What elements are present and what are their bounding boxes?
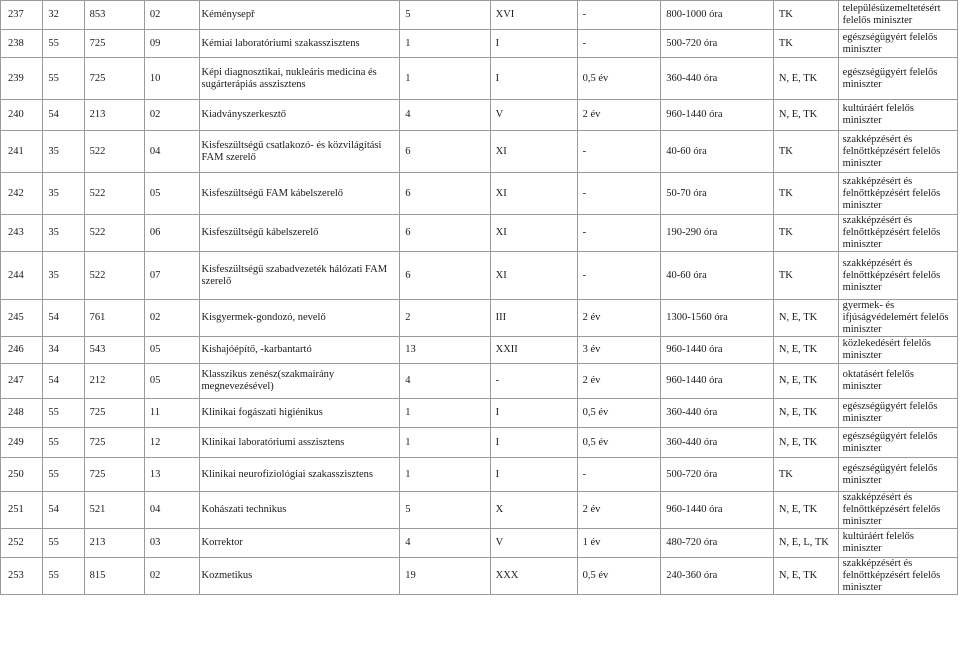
training-duration: 2 év bbox=[577, 100, 661, 131]
sector-number: 6 bbox=[400, 131, 490, 173]
training-form: TK bbox=[773, 173, 838, 215]
qualification-name: Képi diagnosztikai, nukleáris medicina és sugárterápiás asszisztens bbox=[199, 58, 400, 100]
training-duration: 0,5 év bbox=[577, 58, 661, 100]
training-duration: 0,5 év bbox=[577, 399, 661, 428]
training-duration: 2 év bbox=[577, 492, 661, 529]
sector-roman: III bbox=[490, 300, 577, 337]
sector-roman: V bbox=[490, 100, 577, 131]
code-part-1: 35 bbox=[43, 215, 84, 252]
qualification-name: Kisfeszültségű csatlakozó- és közvilágítási FAM szerelő bbox=[199, 131, 400, 173]
sector-roman: XI bbox=[490, 252, 577, 300]
table-row bbox=[1, 337, 958, 364]
responsible-minister: szakképzésért és felnőttképzésért felelős miniszter bbox=[838, 558, 957, 595]
code-part-1: 32 bbox=[43, 1, 84, 30]
code-part-3: 05 bbox=[144, 364, 199, 399]
qualification-name: Klinikai fogászati higiénikus bbox=[199, 399, 400, 428]
row-number: 237 bbox=[1, 1, 43, 30]
code-part-2: 521 bbox=[84, 492, 144, 529]
training-hours: 500-720 óra bbox=[661, 30, 774, 58]
training-duration: - bbox=[577, 1, 661, 30]
training-hours: 960-1440 óra bbox=[661, 337, 774, 364]
row-number: 247 bbox=[1, 364, 43, 399]
training-hours: 960-1440 óra bbox=[661, 492, 774, 529]
qualification-name: Kiadványszerkesztő bbox=[199, 100, 400, 131]
code-part-1: 55 bbox=[43, 399, 84, 428]
training-hours: 360-440 óra bbox=[661, 58, 774, 100]
code-part-1: 54 bbox=[43, 364, 84, 399]
code-part-2: 725 bbox=[84, 399, 144, 428]
table-row bbox=[1, 364, 958, 399]
code-part-3: 02 bbox=[144, 300, 199, 337]
sector-roman: I bbox=[490, 58, 577, 100]
code-part-3: 03 bbox=[144, 529, 199, 558]
sector-number: 19 bbox=[400, 558, 490, 595]
qualification-name: Kisgyermek-gondozó, nevelő bbox=[199, 300, 400, 337]
training-form: N, E, TK bbox=[773, 100, 838, 131]
code-part-1: 55 bbox=[43, 428, 84, 458]
code-part-3: 02 bbox=[144, 558, 199, 595]
sector-number: 13 bbox=[400, 337, 490, 364]
training-hours: 500-720 óra bbox=[661, 458, 774, 492]
sector-number: 1 bbox=[400, 428, 490, 458]
qualification-name: Kisfeszültségű szabadvezeték hálózati FAM szerelő bbox=[199, 252, 400, 300]
row-number: 244 bbox=[1, 252, 43, 300]
code-part-1: 54 bbox=[43, 300, 84, 337]
code-part-1: 55 bbox=[43, 58, 84, 100]
qualification-name: Kozmetikus bbox=[199, 558, 400, 595]
row-number: 239 bbox=[1, 58, 43, 100]
table-row bbox=[1, 458, 958, 492]
code-part-2: 522 bbox=[84, 215, 144, 252]
training-hours: 360-440 óra bbox=[661, 399, 774, 428]
training-form: N, E, TK bbox=[773, 337, 838, 364]
training-duration: - bbox=[577, 173, 661, 215]
table-row bbox=[1, 58, 958, 100]
code-part-3: 10 bbox=[144, 58, 199, 100]
row-number: 248 bbox=[1, 399, 43, 428]
code-part-2: 725 bbox=[84, 58, 144, 100]
training-hours: 40-60 óra bbox=[661, 131, 774, 173]
table-row bbox=[1, 131, 958, 173]
training-form: TK bbox=[773, 252, 838, 300]
training-duration: 2 év bbox=[577, 364, 661, 399]
training-hours: 240-360 óra bbox=[661, 558, 774, 595]
row-number: 250 bbox=[1, 458, 43, 492]
code-part-3: 04 bbox=[144, 131, 199, 173]
code-part-1: 55 bbox=[43, 458, 84, 492]
code-part-2: 522 bbox=[84, 173, 144, 215]
table-body bbox=[1, 1, 958, 595]
sector-roman: V bbox=[490, 529, 577, 558]
training-form: TK bbox=[773, 458, 838, 492]
row-number: 238 bbox=[1, 30, 43, 58]
code-part-2: 725 bbox=[84, 30, 144, 58]
qualification-name: Kéménysepř bbox=[199, 1, 400, 30]
code-part-2: 543 bbox=[84, 337, 144, 364]
code-part-2: 522 bbox=[84, 252, 144, 300]
code-part-1: 54 bbox=[43, 100, 84, 131]
training-hours: 1300-1560 óra bbox=[661, 300, 774, 337]
sector-number: 1 bbox=[400, 58, 490, 100]
training-form: N, E, TK bbox=[773, 428, 838, 458]
sector-roman: XI bbox=[490, 131, 577, 173]
training-hours: 480-720 óra bbox=[661, 529, 774, 558]
code-part-2: 522 bbox=[84, 131, 144, 173]
table-row bbox=[1, 30, 958, 58]
training-form: N, E, TK bbox=[773, 300, 838, 337]
training-duration: 0,5 év bbox=[577, 428, 661, 458]
code-part-2: 212 bbox=[84, 364, 144, 399]
responsible-minister: egészségügyért felelős miniszter bbox=[838, 30, 957, 58]
code-part-3: 07 bbox=[144, 252, 199, 300]
row-number: 241 bbox=[1, 131, 43, 173]
table-row bbox=[1, 558, 958, 595]
code-part-3: 04 bbox=[144, 492, 199, 529]
sector-number: 5 bbox=[400, 1, 490, 30]
qualification-name: Kémiai laboratóriumi szakasszisztens bbox=[199, 30, 400, 58]
training-form: N, E, TK bbox=[773, 558, 838, 595]
sector-number: 4 bbox=[400, 529, 490, 558]
sector-number: 1 bbox=[400, 399, 490, 428]
code-part-2: 213 bbox=[84, 100, 144, 131]
row-number: 240 bbox=[1, 100, 43, 131]
training-hours: 50-70 óra bbox=[661, 173, 774, 215]
code-part-3: 02 bbox=[144, 100, 199, 131]
training-hours: 800-1000 óra bbox=[661, 1, 774, 30]
sector-roman: I bbox=[490, 458, 577, 492]
sector-roman: - bbox=[490, 364, 577, 399]
code-part-1: 34 bbox=[43, 337, 84, 364]
code-part-2: 853 bbox=[84, 1, 144, 30]
table-row bbox=[1, 300, 958, 337]
training-duration: 3 év bbox=[577, 337, 661, 364]
responsible-minister: településüzemeltetésért felelős miniszter bbox=[838, 1, 957, 30]
table-row bbox=[1, 428, 958, 458]
responsible-minister: szakképzésért és felnőttképzésért felelős miniszter bbox=[838, 252, 957, 300]
code-part-2: 815 bbox=[84, 558, 144, 595]
table-row bbox=[1, 215, 958, 252]
sector-roman: I bbox=[490, 399, 577, 428]
sector-number: 4 bbox=[400, 100, 490, 131]
responsible-minister: oktatásért felelős miniszter bbox=[838, 364, 957, 399]
sector-number: 5 bbox=[400, 492, 490, 529]
table-row bbox=[1, 1, 958, 30]
code-part-1: 55 bbox=[43, 529, 84, 558]
row-number: 245 bbox=[1, 300, 43, 337]
code-part-1: 35 bbox=[43, 173, 84, 215]
training-form: TK bbox=[773, 131, 838, 173]
training-form: N, E, L, TK bbox=[773, 529, 838, 558]
code-part-3: 11 bbox=[144, 399, 199, 428]
row-number: 246 bbox=[1, 337, 43, 364]
qualification-name: Kisfeszültségű kábelszerelő bbox=[199, 215, 400, 252]
qualification-name: Klinikai neurofiziológiai szakasszisztens bbox=[199, 458, 400, 492]
code-part-1: 55 bbox=[43, 558, 84, 595]
responsible-minister: szakképzésért és felnőttképzésért felelős miniszter bbox=[838, 215, 957, 252]
code-part-1: 35 bbox=[43, 252, 84, 300]
training-form: TK bbox=[773, 215, 838, 252]
code-part-3: 13 bbox=[144, 458, 199, 492]
sector-number: 6 bbox=[400, 252, 490, 300]
training-hours: 360-440 óra bbox=[661, 428, 774, 458]
row-number: 251 bbox=[1, 492, 43, 529]
qualification-name: Klinikai laboratóriumi asszisztens bbox=[199, 428, 400, 458]
responsible-minister: közlekedésért felelős miniszter bbox=[838, 337, 957, 364]
qualification-name: Kishajóépítő, -karbantartó bbox=[199, 337, 400, 364]
training-hours: 960-1440 óra bbox=[661, 100, 774, 131]
table-row bbox=[1, 492, 958, 529]
training-duration: - bbox=[577, 252, 661, 300]
training-form: N, E, TK bbox=[773, 399, 838, 428]
training-form: N, E, TK bbox=[773, 58, 838, 100]
table-row bbox=[1, 100, 958, 131]
training-form: N, E, TK bbox=[773, 492, 838, 529]
training-duration: 1 év bbox=[577, 529, 661, 558]
code-part-3: 05 bbox=[144, 173, 199, 215]
training-duration: - bbox=[577, 215, 661, 252]
sector-roman: XXII bbox=[490, 337, 577, 364]
responsible-minister: gyermek- és ifjúságvédelemért felelős miniszter bbox=[838, 300, 957, 337]
training-duration: - bbox=[577, 30, 661, 58]
sector-number: 2 bbox=[400, 300, 490, 337]
qualification-name: Kohászati technikus bbox=[199, 492, 400, 529]
sector-roman: XI bbox=[490, 173, 577, 215]
code-part-3: 12 bbox=[144, 428, 199, 458]
table-row bbox=[1, 252, 958, 300]
qualification-name: Korrektor bbox=[199, 529, 400, 558]
table-row bbox=[1, 399, 958, 428]
code-part-2: 725 bbox=[84, 428, 144, 458]
row-number: 252 bbox=[1, 529, 43, 558]
code-part-1: 55 bbox=[43, 30, 84, 58]
code-part-1: 35 bbox=[43, 131, 84, 173]
code-part-1: 54 bbox=[43, 492, 84, 529]
training-form: N, E, TK bbox=[773, 364, 838, 399]
sector-roman: I bbox=[490, 428, 577, 458]
qualification-name: Klasszikus zenész(szakmairány megnevezésével) bbox=[199, 364, 400, 399]
table-row bbox=[1, 529, 958, 558]
training-duration: - bbox=[577, 131, 661, 173]
sector-roman: XXX bbox=[490, 558, 577, 595]
responsible-minister: szakképzésért és felnőttképzésért felelős miniszter bbox=[838, 492, 957, 529]
training-duration: 2 év bbox=[577, 300, 661, 337]
responsible-minister: kultúráért felelős miniszter bbox=[838, 100, 957, 131]
code-part-2: 761 bbox=[84, 300, 144, 337]
responsible-minister: szakképzésért és felnőttképzésért felelős miniszter bbox=[838, 131, 957, 173]
sector-roman: I bbox=[490, 30, 577, 58]
sector-number: 6 bbox=[400, 173, 490, 215]
sector-number: 1 bbox=[400, 458, 490, 492]
row-number: 242 bbox=[1, 173, 43, 215]
row-number: 253 bbox=[1, 558, 43, 595]
responsible-minister: egészségügyért felelős miniszter bbox=[838, 58, 957, 100]
responsible-minister: egészségügyért felelős miniszter bbox=[838, 458, 957, 492]
training-hours: 40-60 óra bbox=[661, 252, 774, 300]
sector-roman: XVI bbox=[490, 1, 577, 30]
table-row bbox=[1, 173, 958, 215]
row-number: 243 bbox=[1, 215, 43, 252]
qualification-name: Kisfeszültségű FAM kábelszerelő bbox=[199, 173, 400, 215]
code-part-3: 05 bbox=[144, 337, 199, 364]
training-hours: 960-1440 óra bbox=[661, 364, 774, 399]
sector-number: 6 bbox=[400, 215, 490, 252]
training-form: TK bbox=[773, 30, 838, 58]
code-part-3: 02 bbox=[144, 1, 199, 30]
training-duration: - bbox=[577, 458, 661, 492]
code-part-2: 213 bbox=[84, 529, 144, 558]
training-form: TK bbox=[773, 1, 838, 30]
sector-roman: XI bbox=[490, 215, 577, 252]
responsible-minister: kultúráért felelős miniszter bbox=[838, 529, 957, 558]
training-duration: 0,5 év bbox=[577, 558, 661, 595]
responsible-minister: szakképzésért és felnőttképzésért felelős miniszter bbox=[838, 173, 957, 215]
row-number: 249 bbox=[1, 428, 43, 458]
responsible-minister: egészségügyért felelős miniszter bbox=[838, 428, 957, 458]
sector-roman: X bbox=[490, 492, 577, 529]
sector-number: 1 bbox=[400, 30, 490, 58]
responsible-minister: egészségügyért felelős miniszter bbox=[838, 399, 957, 428]
code-part-3: 06 bbox=[144, 215, 199, 252]
training-hours: 190-290 óra bbox=[661, 215, 774, 252]
code-part-3: 09 bbox=[144, 30, 199, 58]
sector-number: 4 bbox=[400, 364, 490, 399]
code-part-2: 725 bbox=[84, 458, 144, 492]
